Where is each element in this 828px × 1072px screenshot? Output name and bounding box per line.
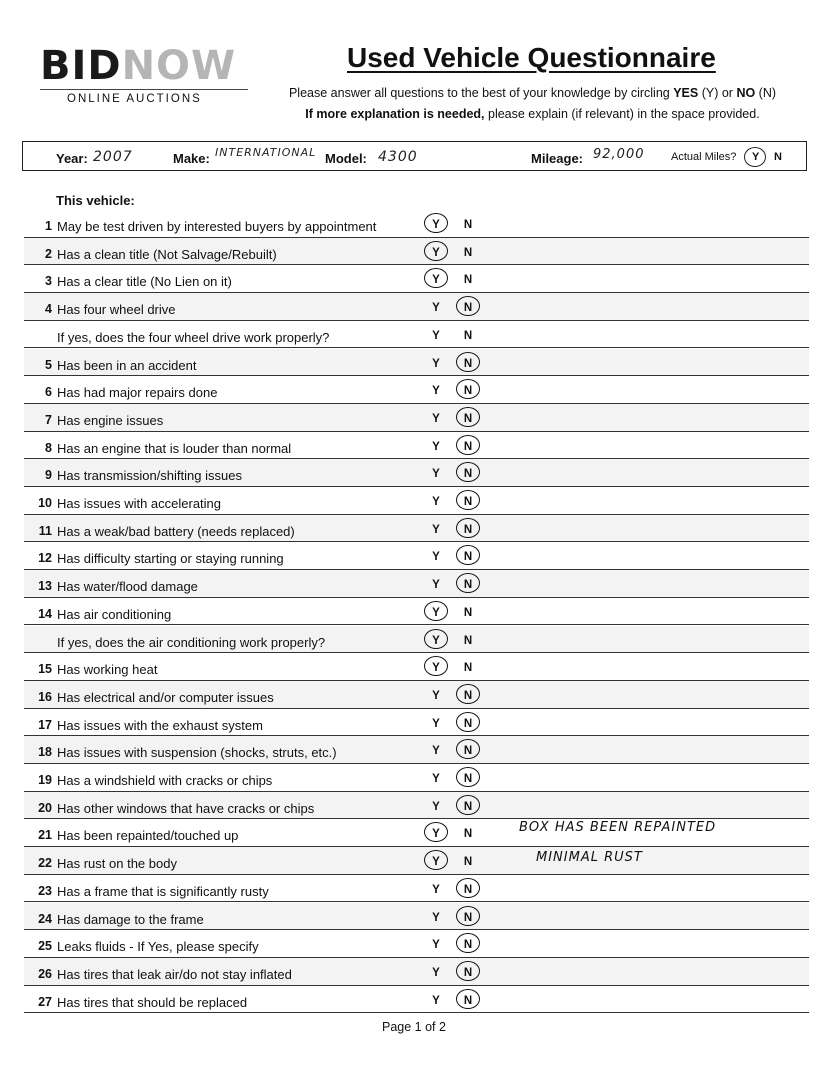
question-text: Has had major repairs done — [57, 385, 218, 401]
answer-no[interactable]: N — [463, 966, 473, 979]
circled-no-mark — [456, 684, 480, 704]
answer-yes[interactable]: Y — [432, 800, 440, 813]
circled-no-mark — [456, 989, 480, 1009]
question-text: If yes, does the four wheel drive work properly? — [57, 329, 330, 345]
circled-no-mark — [456, 435, 480, 455]
question-text: Has a weak/bad battery (needs replaced) — [57, 523, 295, 539]
answer-yes[interactable]: Y — [432, 828, 440, 841]
page-title: Used Vehicle Questionnaire — [347, 42, 716, 73]
answer-yes[interactable]: Y — [432, 662, 440, 675]
answer-yes[interactable]: Y — [432, 883, 440, 896]
question-row — [24, 709, 809, 737]
answer-no[interactable]: N — [463, 246, 473, 259]
answer-no[interactable]: N — [463, 523, 473, 536]
question-number: 3 — [45, 274, 52, 289]
logo-divider — [40, 89, 248, 90]
circled-yes-mark — [424, 629, 448, 649]
answer-yes[interactable]: Y — [432, 856, 440, 869]
question-row — [24, 459, 809, 487]
answer-no[interactable]: N — [463, 551, 473, 564]
question-text: Has difficulty starting or staying running — [57, 551, 284, 567]
question-row — [24, 376, 809, 404]
question-number: 5 — [45, 357, 52, 372]
question-text: Has other windows that have cracks or chips — [57, 800, 315, 816]
question-row — [24, 958, 809, 986]
question-text: Has a frame that is significantly rusty — [57, 883, 269, 899]
answer-yes[interactable]: Y — [432, 579, 440, 592]
question-text: Has issues with suspension (shocks, struts, etc.) — [57, 745, 337, 761]
handwritten-note[interactable]: BOX HAS BEEN REPAINTED — [519, 820, 717, 836]
question-row — [24, 653, 809, 681]
make-label: Make: — [173, 151, 210, 166]
answer-no[interactable]: N — [463, 994, 473, 1007]
answer-yes[interactable]: Y — [432, 468, 440, 481]
page-number: Page 1 of 2 — [382, 1020, 446, 1034]
question-text: Has rust on the body — [57, 856, 177, 872]
answer-yes[interactable]: Y — [432, 745, 440, 758]
question-row — [24, 847, 809, 875]
answer-yes[interactable]: Y — [432, 717, 440, 730]
question-number: 12 — [38, 551, 52, 566]
mileage-value[interactable]: 92,000 — [593, 147, 645, 162]
question-text: Has damage to the frame — [57, 911, 204, 927]
question-row — [24, 293, 809, 321]
question-row — [24, 321, 809, 349]
instr-yes: YES — [673, 86, 699, 100]
question-number: 24 — [38, 911, 52, 926]
mileage-label: Mileage: — [531, 151, 584, 166]
instructions-line-2 — [240, 104, 825, 125]
question-number: 22 — [38, 856, 52, 871]
question-row — [24, 432, 809, 460]
answer-no[interactable]: N — [463, 911, 473, 924]
question-text: Has air conditioning — [57, 606, 172, 622]
question-row — [24, 265, 809, 293]
circled-no-mark — [456, 906, 480, 926]
circled-no-mark — [456, 545, 480, 565]
answer-yes[interactable]: Y — [432, 329, 440, 342]
answer-yes[interactable]: Y — [432, 302, 440, 315]
question-text: Leaks fluids - If Yes, please specify — [57, 939, 259, 955]
bidnow-logo — [40, 43, 245, 105]
answer-no[interactable]: N — [463, 468, 473, 481]
question-row — [24, 515, 809, 543]
question-number: 1 — [45, 219, 52, 233]
answer-yes[interactable]: Y — [432, 246, 440, 259]
question-text: Has been repainted/touched up — [57, 828, 239, 844]
question-number: 18 — [38, 745, 52, 760]
circled-no-mark — [456, 407, 480, 427]
actual-miles-circle — [744, 147, 766, 167]
question-number: 6 — [45, 385, 52, 400]
question-row — [24, 349, 809, 377]
answer-no[interactable]: N — [463, 717, 473, 730]
actual-miles-label: Actual Miles? — [671, 151, 737, 163]
model-label: Model: — [325, 151, 367, 166]
instr-2-rest: please explain (if relevant) in the space provided. — [484, 107, 760, 121]
answer-no[interactable]: N — [463, 440, 473, 453]
circled-no-mark — [456, 933, 480, 953]
question-number: 9 — [45, 468, 52, 483]
answer-no[interactable]: N — [463, 939, 473, 952]
logo-wordmark — [40, 43, 245, 89]
question-text: Has an engine that is louder than normal — [57, 440, 292, 456]
answer-yes[interactable]: Y — [432, 440, 440, 453]
instr-1a: Please answer all questions to the best of your knowledge by circling — [288, 86, 674, 100]
question-row — [24, 210, 809, 238]
answer-no[interactable]: N — [463, 745, 473, 758]
answer-yes[interactable]: Y — [432, 773, 440, 785]
question-text: Has issues with accelerating — [57, 496, 222, 511]
answer-no[interactable]: N — [463, 302, 473, 315]
answer-no[interactable]: N — [463, 496, 473, 508]
answer-no[interactable]: N — [463, 579, 473, 592]
question-text: Has water/flood damage — [57, 579, 198, 595]
question-row — [24, 238, 809, 266]
question-row — [24, 764, 809, 792]
answer-yes[interactable]: Y — [432, 523, 440, 536]
circled-yes-mark — [424, 241, 448, 261]
question-row — [24, 570, 809, 598]
answer-yes[interactable]: Y — [432, 274, 440, 287]
question-text: Has a windshield with cracks or chips — [57, 773, 273, 788]
question-text: Has tires that should be replaced — [57, 994, 248, 1010]
question-number: 20 — [38, 800, 52, 815]
question-row — [24, 542, 809, 570]
question-row — [24, 626, 809, 654]
answer-yes[interactable]: Y — [432, 385, 440, 398]
answer-yes[interactable]: Y — [432, 357, 440, 370]
year-value[interactable]: 2007 — [93, 149, 133, 165]
question-text: Has tires that leak air/do not stay inflated — [57, 966, 292, 982]
circled-no-mark — [456, 462, 480, 482]
answer-no[interactable]: N — [463, 689, 473, 702]
question-row — [24, 404, 809, 432]
year-label: Year: — [56, 151, 88, 166]
question-number: 26 — [38, 966, 52, 981]
actual-miles-no[interactable]: N — [774, 151, 782, 163]
answer-yes[interactable]: Y — [432, 412, 440, 425]
question-number: 11 — [38, 523, 52, 538]
logo-part-b: NOW — [121, 43, 237, 89]
answer-no[interactable]: N — [463, 329, 473, 342]
circled-no-mark — [456, 878, 480, 898]
answer-no[interactable]: N — [463, 662, 473, 675]
question-text: Has four wheel drive — [57, 302, 176, 318]
circled-no-mark — [456, 739, 480, 759]
answer-yes[interactable]: Y — [432, 994, 440, 1007]
question-number: 15 — [38, 662, 52, 677]
logo-part-a: BID — [40, 43, 122, 89]
instr-1c: (N) — [755, 86, 777, 100]
question-text: Has transmission/shifting issues — [57, 468, 242, 484]
answer-no[interactable]: N — [463, 274, 473, 287]
vehicle-info-box — [22, 141, 807, 171]
question-row — [24, 736, 809, 764]
answer-yes[interactable]: Y — [432, 551, 440, 564]
question-number: 4 — [45, 302, 52, 317]
answer-yes[interactable]: Y — [432, 496, 440, 508]
circled-yes-mark — [424, 213, 448, 233]
answer-no[interactable]: N — [463, 773, 473, 785]
model-value[interactable]: 4300 — [378, 149, 418, 165]
circled-no-mark — [456, 712, 480, 732]
question-number: 8 — [45, 440, 52, 455]
question-row — [24, 903, 809, 931]
question-number: 14 — [38, 606, 52, 621]
instr-1b: (Y) or — [698, 86, 737, 100]
question-number: 7 — [45, 412, 52, 427]
answer-yes[interactable]: Y — [432, 939, 440, 952]
question-number: 25 — [38, 939, 52, 954]
instructions-line-1 — [240, 83, 825, 104]
circled-no-mark — [456, 352, 480, 372]
answer-yes[interactable]: Y — [432, 634, 440, 647]
question-text: Has issues with the exhaust system — [57, 717, 263, 733]
circled-no-mark — [456, 379, 480, 399]
question-text: Has a clean title (Not Salvage/Rebuilt) — [57, 246, 277, 262]
instructions — [240, 83, 825, 125]
question-number: 27 — [38, 994, 52, 1009]
question-row — [24, 681, 809, 709]
make-value[interactable]: INTERNATIONAL — [215, 146, 317, 159]
answer-no[interactable]: N — [463, 385, 473, 398]
answer-no[interactable]: N — [463, 800, 473, 813]
answer-no[interactable]: N — [463, 634, 473, 647]
answer-no[interactable]: N — [463, 856, 473, 869]
question-row — [24, 598, 809, 626]
section-heading: This vehicle: — [56, 193, 135, 208]
answer-yes[interactable]: Y — [432, 219, 440, 231]
question-text: Has been in an accident — [57, 357, 197, 373]
question-number: 2 — [45, 246, 52, 261]
question-row — [24, 819, 809, 847]
question-row — [24, 487, 809, 515]
circled-yes-mark — [424, 268, 448, 288]
question-row — [24, 986, 809, 1014]
circled-yes-mark — [424, 850, 448, 870]
answer-yes[interactable]: Y — [432, 911, 440, 924]
answer-no[interactable]: N — [463, 357, 473, 370]
question-number: 23 — [38, 883, 52, 898]
answer-yes[interactable]: Y — [432, 966, 440, 979]
circled-no-mark — [456, 961, 480, 981]
circled-no-mark — [456, 518, 480, 538]
circled-yes-mark — [424, 601, 448, 621]
question-number: 16 — [38, 689, 52, 704]
question-row — [24, 930, 809, 958]
question-row — [24, 875, 809, 903]
answer-no[interactable]: N — [463, 883, 473, 896]
question-text: Has electrical and/or computer issues — [57, 689, 274, 705]
circled-no-mark — [456, 490, 480, 510]
question-number: 19 — [38, 773, 52, 787]
question-row — [24, 792, 809, 820]
circled-yes-mark — [424, 822, 448, 842]
circled-no-mark — [456, 767, 480, 787]
question-number: 13 — [38, 579, 52, 594]
question-number: 17 — [38, 717, 52, 732]
circled-yes-mark — [424, 656, 448, 676]
logo-subtitle: ONLINE AUCTIONS — [67, 93, 202, 105]
answer-no[interactable]: N — [463, 828, 473, 841]
question-number: 10 — [38, 496, 52, 510]
answer-yes[interactable]: Y — [432, 606, 440, 619]
handwritten-note[interactable]: MINIMAL RUST — [536, 850, 643, 866]
question-text: If yes, does the air conditioning work properly? — [57, 634, 326, 650]
question-text: May be test driven by interested buyers by appointment — [57, 219, 377, 234]
question-text: Has a clear title (No Lien on it) — [57, 274, 232, 290]
instr-2-bold: If more explanation is needed, — [305, 107, 485, 121]
answer-no[interactable]: N — [463, 219, 473, 231]
circled-no-mark — [456, 296, 480, 316]
question-number: 21 — [38, 828, 52, 843]
answer-no[interactable]: N — [463, 606, 473, 619]
question-text: Has engine issues — [57, 412, 164, 428]
circled-no-mark — [456, 573, 480, 593]
circled-no-mark — [456, 795, 480, 815]
instr-no: NO — [736, 86, 756, 100]
actual-miles-yes[interactable]: Y — [752, 151, 760, 163]
answer-no[interactable]: N — [463, 412, 473, 425]
answer-yes[interactable]: Y — [432, 689, 440, 702]
question-text: Has working heat — [57, 662, 158, 678]
